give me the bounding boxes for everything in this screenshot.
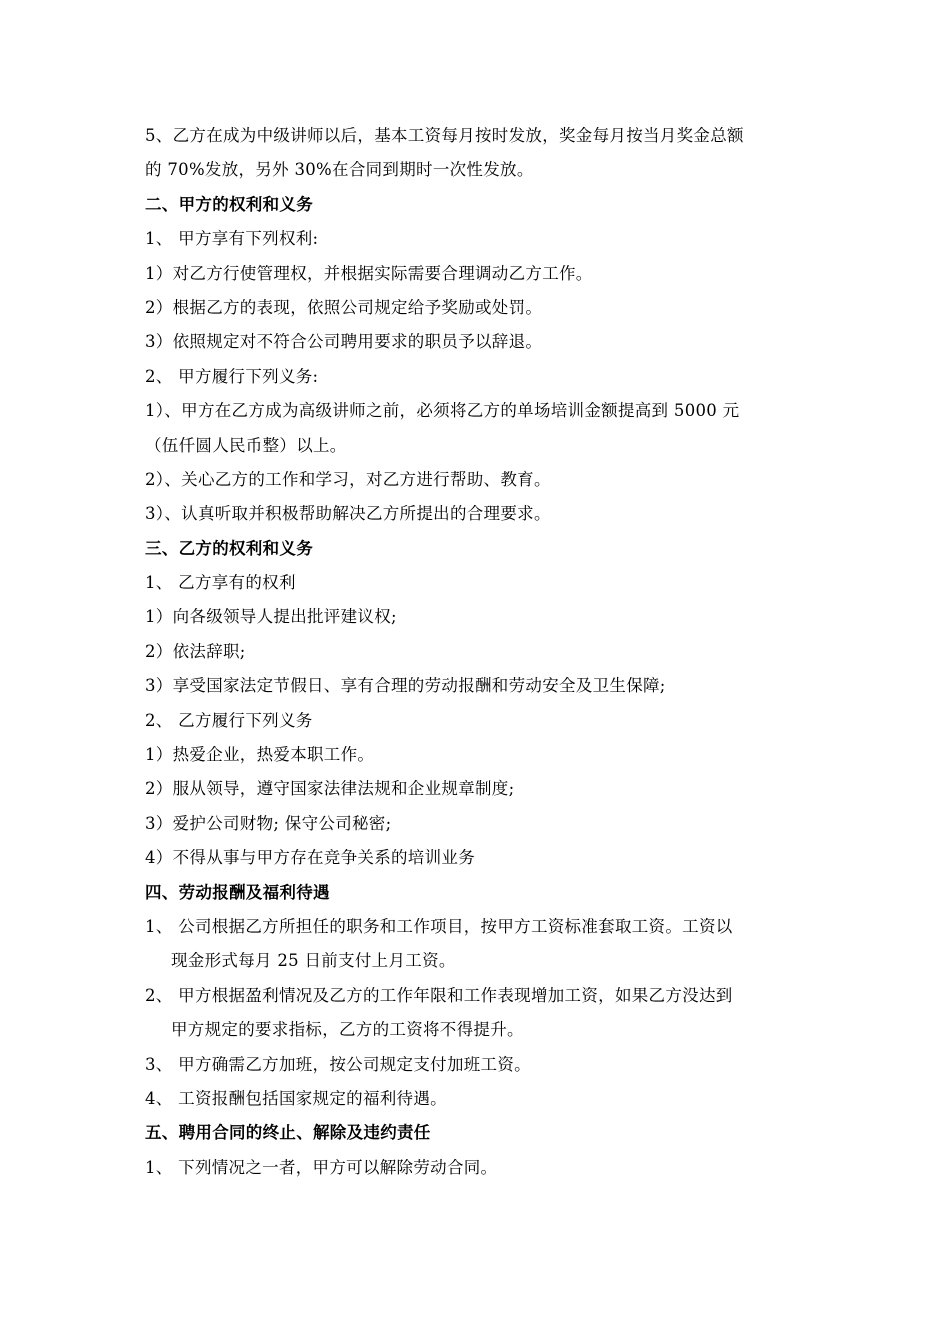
list-item: 1、 下列情况之一者，甲方可以解除劳动合同。: [145, 1157, 498, 1177]
list-item: 2）服从领导，遵守国家法律法规和企业规章制度;: [145, 779, 515, 799]
list-item: 1）对乙方行使管理权，并根据实际需要合理调动乙方工作。: [145, 263, 593, 283]
list-item: 1、 甲方享有下列权利:: [145, 229, 319, 249]
list-item: 4）不得从事与甲方存在竞争关系的培训业务: [145, 848, 475, 868]
list-item-continuation: （伍仟圆人民币整）以上。: [145, 435, 347, 455]
section-heading: 五、聘用合同的终止、解除及违约责任: [145, 1123, 431, 1143]
list-item: 2）根据乙方的表现，依照公司规定给予奖励或处罚。: [145, 297, 543, 317]
list-item: 1、 公司根据乙方所担任的职务和工作项目，按甲方工资标准套取工资。工资以: [145, 916, 733, 936]
list-item: 4、 工资报酬包括国家规定的福利待遇。: [145, 1088, 447, 1108]
list-item-continuation: 现金形式每月 25 日前支付上月工资。: [171, 951, 456, 971]
list-item: 2）、关心乙方的工作和学习，对乙方进行帮助、教育。: [145, 469, 551, 489]
list-item: 3）享受国家法定节假日、享有合理的劳动报酬和劳动安全及卫生保障;: [145, 676, 666, 696]
list-item-continuation: 甲方规定的要求指标，乙方的工资将不得提升。: [171, 1020, 524, 1040]
list-item: 2、 甲方履行下列义务:: [145, 366, 319, 386]
list-item: 1）热爱企业，热爱本职工作。: [145, 745, 375, 765]
section-heading: 四、劳动报酬及福利待遇: [145, 882, 330, 902]
paragraph-line: 5、乙方在成为中级讲师以后，基本工资每月按时发放，奖金每月按当月奖金总额: [145, 126, 744, 145]
list-item: 2、 乙方履行下列义务: [145, 710, 313, 730]
section-heading: 二、甲方的权利和义务: [145, 194, 313, 214]
list-item: 1）向各级领导人提出批评建议权;: [145, 607, 397, 627]
section-heading: 三、乙方的权利和义务: [145, 538, 313, 558]
list-item: 3）、认真听取并积极帮助解决乙方所提出的合理要求。: [145, 504, 551, 524]
list-item: 2、 甲方根据盈利情况及乙方的工作年限和工作表现增加工资，如果乙方没达到: [145, 985, 733, 1005]
list-item: 1、 乙方享有的权利: [145, 573, 296, 593]
list-item: 2）依法辞职;: [145, 641, 246, 661]
list-item: 3）爱护公司财物; 保守公司秘密;: [145, 813, 392, 833]
list-item: 3、 甲方确需乙方加班，按公司规定支付加班工资。: [145, 1054, 531, 1074]
paragraph-line: 的 70%发放，另外 30%在合同到期时一次性发放。: [145, 160, 534, 180]
list-item: 1）、甲方在乙方成为高级讲师之前，必须将乙方的单场培训金额提高到 5000 元: [145, 401, 740, 421]
document-body: [145, 119, 815, 1185]
list-item: 3）依照规定对不符合公司聘用要求的职员予以辞退。: [145, 332, 543, 352]
